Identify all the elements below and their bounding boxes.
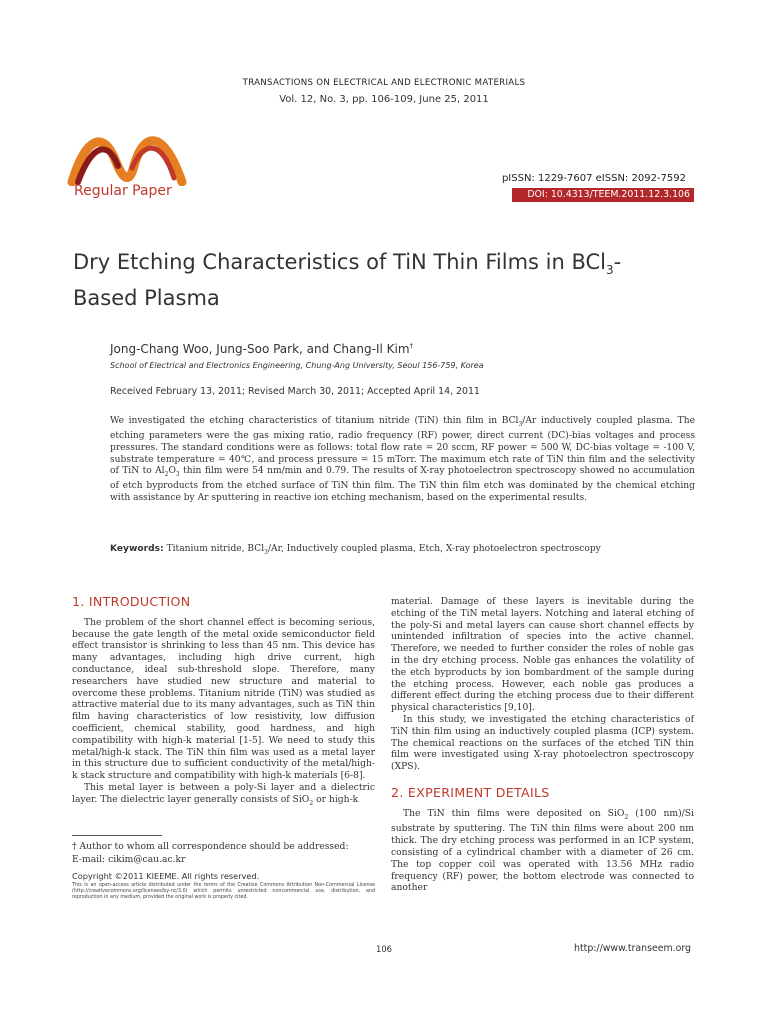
exp-p1-sub: 2 — [624, 813, 629, 821]
exp-p1-tail: (100 nm)/Si substrate by sputtering. The TiN thin films were about 200 nm thick. The dry etching process was performed in an ICP system, consisting of a cylindrical chamber with a diameter of 26 cm. The top copper coil was operated with 13.56 MHz radio frequency (RF) power, the bottom electrode was connected to another — [391, 807, 694, 894]
abstract-text-1: We investigated the etching characteristics of titanium nitride (TiN) thin film in BCl — [110, 416, 519, 426]
abstract-text-3: thin film were 54 nm/min and 0.79. The results of X-ray photoelectron spectroscopy showed no accumulation of etch byproducts from the etched surface of TiN thin film. The TiN thin film etch was dominated by the chemical etching with assistance by Ar sputtering in reactive ion etching mechanism, based on the experimental results. — [110, 466, 695, 504]
title-hyphen: - — [613, 250, 622, 274]
site-url-link[interactable]: http://www.transeem.org — [574, 943, 691, 954]
regular-paper-label: Regular Paper — [74, 183, 172, 199]
abstract-text-2: /Ar inductively coupled plasma. The etching parameters were the gas mixing ratio, radio frequency (RF) power, direct current (DC)-bias voltages and process pressures. The standard conditions were as follows: total flow rate = 20 sccm, RF power = 500 W, DC-bias voltage = -100 V, substrate temperature = 40℃, and process pressure = 15 mTorr. The maximum etch rate of TiN thin film and the selectivity of TiN to Al — [110, 416, 695, 477]
page-number: 106 — [376, 944, 392, 954]
left-column — [72, 596, 375, 809]
footnote-email[interactable]: E-mail: cikim@cau.ac.kr — [72, 853, 186, 865]
abstract — [110, 416, 695, 505]
intro-heading: 1. INTRODUCTION — [72, 594, 191, 609]
issn-line: pISSN: 1229-7607 eISSN: 2092-7592 — [501, 173, 686, 184]
intro-p2-text: This metal layer is between a poly-Si layer and a dielectric layer. The dielectric layer generally consists of SiO — [72, 781, 375, 805]
keywords-text-1: Titanium nitride, BCl — [163, 544, 265, 554]
abstract-sub-3: 3 — [175, 471, 180, 479]
author-names: Jong-Chang Woo, Jung-Soo Park, and Chang-Il Kim — [110, 342, 410, 356]
intro-p2-tail: or high-k — [313, 793, 359, 805]
keywords-text-2: /Ar, Inductively coupled plasma, Etch, X-ray photoelectron spectroscopy — [267, 544, 601, 554]
intro-p2-sub: 2 — [309, 799, 314, 807]
experiment-heading: 2. EXPERIMENT DETAILS — [391, 784, 550, 800]
keywords — [110, 544, 695, 556]
abstract-sub-2: 2 — [164, 471, 169, 479]
received-dates: Received February 13, 2011; Revised March 30, 2011; Accepted April 14, 2011 — [110, 386, 480, 397]
footnote — [72, 841, 375, 866]
title-subscript: 3 — [606, 263, 614, 278]
intro-paragraph-4: In this study, we investigated the etching characteristics of TiN thin film using an inductively coupled plasma (ICP) system. The chemical reactions on the surfaces of the etched TiN thin film were investigated using X-ray photoelectron spectroscopy (XPS). — [391, 713, 694, 773]
footnote-line-1: † Author to whom all correspondence should be addressed: — [72, 841, 349, 852]
keywords-sub: 3 — [264, 548, 268, 556]
paper-title — [73, 248, 703, 312]
intro-paragraph-2 — [72, 782, 375, 809]
corresponding-mark: † — [409, 342, 414, 350]
affiliation: School of Electrical and Electronics Engineering, Chung-Ang University, Seoul 156-759, Korea — [110, 361, 484, 370]
intro-paragraph-3: material. Damage of these layers is inevitable during the etching of the TiN metal layers. Notching and lateral etching of the poly-Si and metal layers can cause short channel effects by unintended infiltration of species into the active channel. Therefore, we needed to further consider the roles of noble gas in the dry etching process. Noble gas enhances the volatility of the etch byproducts by ion bombardment of the sample during the etching process. However, each noble gas produces a different effect during the etching process due to their different physical characteristics [9,10]. — [391, 596, 694, 714]
copyright: Copyright ©2011 KIEEME. All rights reserved. — [72, 871, 260, 881]
license-text: This is an open-access article distributed under the terms of the Creative Commons Attribution Non-Commercial License (http://creativecommons.org/licenses/by-nc/3.0) which permits unrestricted noncommercial use, distribution, and reproduction in any medium, provided the original work is properly cited. — [72, 883, 375, 901]
abstract-text-mid: O — [168, 466, 176, 477]
right-column — [391, 596, 694, 894]
journal-volume: Vol. 12, No. 3, pp. 106-109, June 25, 2011 — [279, 94, 489, 105]
title-line-1: Dry Etching Characteristics of TiN Thin Films in BCl — [73, 250, 607, 274]
footnote-divider — [72, 835, 162, 836]
exp-p1-text: The TiN thin films were deposited on SiO — [403, 807, 625, 819]
intro-paragraph-1: The problem of the short channel effect is becoming serious, because the gate length of the metal oxide semiconductor field effect transistor is shrinking to less than 45 nm. This device has many advantages, including high drive current, high conductance, ideal sub-threshold slope. Therefore, many researchers have studied new structure and material to overcome these problems. Titanium nitride (TiN) was studied as attractive material due to its many advantages, such as TiN thin film having characteristics of low resistivity, low diffusion coefficient, chemical stability, good hardness, and high compatibility with high-k material [1-5]. We need to study this metal/high-k stack. The TiN thin film was used as a metal layer in this structure due to sufficient conductivity of the metal/high-k stack structure and compatibility with high-k materials [6-8]. — [72, 616, 375, 782]
experiment-paragraph-1 — [391, 808, 694, 894]
doi-badge[interactable]: DOI: 10.4313/TEEM.2011.12.3.106 — [512, 188, 694, 202]
abstract-sub-1: 3 — [518, 420, 523, 428]
keywords-label: Keywords: — [110, 544, 164, 554]
author-list — [110, 342, 413, 356]
journal-name: TRANSACTIONS ON ELECTRICAL AND ELECTRONIC MATERIALS — [242, 78, 526, 88]
title-line-2: Based Plasma — [73, 286, 220, 311]
logo-arches-icon — [64, 126, 194, 186]
